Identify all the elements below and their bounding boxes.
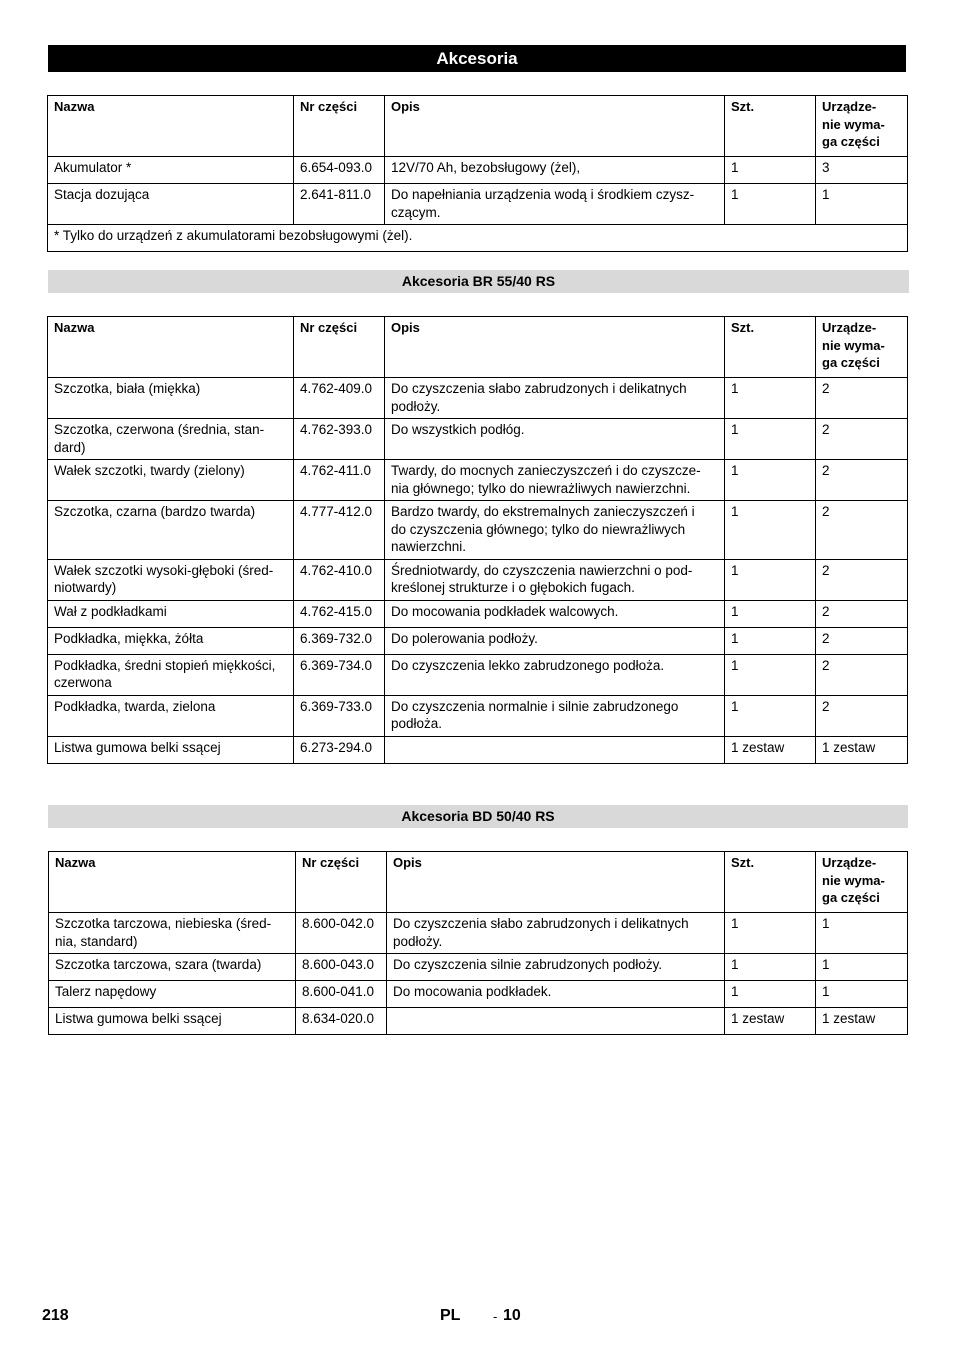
cell-part: 4.762-393.0 bbox=[294, 419, 385, 460]
table-row bbox=[48, 654, 908, 695]
cell-device: 1 zestaw bbox=[816, 1008, 908, 1035]
cell-desc: Do mocowania podkładek. bbox=[387, 981, 725, 1008]
cell-part: 8.600-043.0 bbox=[296, 954, 387, 981]
table-row bbox=[48, 559, 908, 600]
cell-qty: 1 bbox=[725, 501, 816, 560]
col-header-desc: Opis bbox=[387, 852, 725, 913]
cell-desc bbox=[385, 736, 725, 763]
cell-desc: Bardzo twardy, do ekstremalnych zanieczyszczeń i do czyszczenia głównego; tylko do niewrażliwych nawierzchni. bbox=[385, 501, 725, 560]
cell-name: Wał z podkładkami bbox=[48, 600, 294, 627]
cell-desc: Do czyszczenia słabo zabrudzonych i delikatnych podłoży. bbox=[387, 913, 725, 954]
cell-device: 2 bbox=[816, 654, 908, 695]
table-row bbox=[48, 736, 908, 763]
cell-desc: Do wszystkich podłóg. bbox=[385, 419, 725, 460]
cell-device: 1 bbox=[816, 954, 908, 981]
cell-name: Szczotka, czarna (bardzo twarda) bbox=[48, 501, 294, 560]
col-header-qty: Szt. bbox=[725, 96, 816, 157]
col-header-name: Nazwa bbox=[49, 852, 296, 913]
cell-desc: Do czyszczenia lekko zabrudzonego podłoża. bbox=[385, 654, 725, 695]
cell-qty: 1 bbox=[725, 913, 816, 954]
col-header-desc: Opis bbox=[385, 96, 725, 157]
table-row bbox=[48, 695, 908, 736]
col-header-name: Nazwa bbox=[48, 96, 294, 157]
cell-name: Podkładka, średni stopień miękkości, czerwona bbox=[48, 654, 294, 695]
accessories-bd-table bbox=[48, 851, 908, 1035]
cell-name: Szczotka, biała (miękka) bbox=[48, 378, 294, 419]
cell-qty: 1 bbox=[725, 954, 816, 981]
table-row bbox=[48, 184, 908, 225]
col-header-part: Nr części bbox=[294, 96, 385, 157]
cell-device: 2 bbox=[816, 419, 908, 460]
table-row bbox=[49, 1008, 908, 1035]
col-header-desc: Opis bbox=[385, 317, 725, 378]
footnote-row bbox=[48, 225, 908, 252]
table-header-row bbox=[49, 852, 908, 913]
cell-qty: 1 zestaw bbox=[725, 1008, 816, 1035]
cell-device: 2 bbox=[816, 600, 908, 627]
col-header-part: Nr części bbox=[294, 317, 385, 378]
cell-desc: Do czyszczenia silnie zabrudzonych podłoży. bbox=[387, 954, 725, 981]
cell-part: 4.762-411.0 bbox=[294, 460, 385, 501]
table-header-row bbox=[48, 317, 908, 378]
table-row bbox=[49, 954, 908, 981]
cell-device: 1 bbox=[816, 913, 908, 954]
table-row bbox=[48, 460, 908, 501]
cell-qty: 1 bbox=[725, 627, 816, 654]
cell-name: Szczotka tarczowa, niebieska (śred- nia, standard) bbox=[49, 913, 296, 954]
cell-name: Szczotka, czerwona (średnia, stan- dard) bbox=[48, 419, 294, 460]
cell-part: 4.777-412.0 bbox=[294, 501, 385, 560]
col-header-qty: Szt. bbox=[725, 317, 816, 378]
page-title: Akcesoria bbox=[48, 45, 906, 72]
cell-name: Szczotka tarczowa, szara (twarda) bbox=[49, 954, 296, 981]
cell-device: 2 bbox=[816, 460, 908, 501]
table-row bbox=[48, 378, 908, 419]
cell-device: 2 bbox=[816, 627, 908, 654]
table-row bbox=[48, 419, 908, 460]
cell-name: Podkładka, twarda, zielona bbox=[48, 695, 294, 736]
footer-separator: - bbox=[493, 1309, 498, 1324]
cell-qty: 1 bbox=[725, 184, 816, 225]
section-title-br: Akcesoria BR 55/40 RS bbox=[48, 270, 909, 293]
cell-device: 1 zestaw bbox=[816, 736, 908, 763]
cell-part: 6.369-733.0 bbox=[294, 695, 385, 736]
cell-part: 4.762-410.0 bbox=[294, 559, 385, 600]
cell-desc: Do mocowania podkładek walcowych. bbox=[385, 600, 725, 627]
cell-device: 1 bbox=[816, 184, 908, 225]
cell-qty: 1 bbox=[725, 378, 816, 419]
cell-name: Podkładka, miękka, żółta bbox=[48, 627, 294, 654]
cell-qty: 1 bbox=[725, 419, 816, 460]
cell-part: 6.369-732.0 bbox=[294, 627, 385, 654]
cell-qty: 1 zestaw bbox=[725, 736, 816, 763]
cell-qty: 1 bbox=[725, 559, 816, 600]
language-code: PL bbox=[440, 1307, 461, 1324]
cell-desc: 12V/70 Ah, bezobsługowy (żel), bbox=[385, 157, 725, 184]
cell-desc: Do napełniania urządzenia wodą i środkiem czysz- czącym. bbox=[385, 184, 725, 225]
cell-qty: 1 bbox=[725, 981, 816, 1008]
cell-part: 4.762-415.0 bbox=[294, 600, 385, 627]
cell-part: 6.273-294.0 bbox=[294, 736, 385, 763]
cell-name: Talerz napędowy bbox=[49, 981, 296, 1008]
col-header-device: Urządze- nie wyma- ga części bbox=[816, 852, 908, 913]
cell-name: Listwa gumowa belki ssącej bbox=[49, 1008, 296, 1035]
cell-desc: Do czyszczenia normalnie i silnie zabrudzonego podłoża. bbox=[385, 695, 725, 736]
col-header-part: Nr części bbox=[296, 852, 387, 913]
table-row bbox=[48, 600, 908, 627]
cell-qty: 1 bbox=[725, 460, 816, 501]
cell-device: 2 bbox=[816, 501, 908, 560]
col-header-qty: Szt. bbox=[725, 852, 816, 913]
table-row bbox=[48, 627, 908, 654]
cell-desc bbox=[387, 1008, 725, 1035]
cell-desc: Średniotwardy, do czyszczenia nawierzchni o pod- kreślonej strukturze i o głębokich fugach. bbox=[385, 559, 725, 600]
cell-desc: Twardy, do mocnych zanieczyszczeń i do czyszcze- nia głównego; tylko do niewrażliwych nawierzchni. bbox=[385, 460, 725, 501]
section-title-bd: Akcesoria BD 50/40 RS bbox=[48, 805, 908, 828]
cell-name: Akumulator * bbox=[48, 157, 294, 184]
section-number: 10 bbox=[503, 1307, 521, 1324]
cell-name: Wałek szczotki wysoki-głęboki (śred- niotwardy) bbox=[48, 559, 294, 600]
cell-name: Wałek szczotki, twardy (zielony) bbox=[48, 460, 294, 501]
cell-desc: Do czyszczenia słabo zabrudzonych i delikatnych podłoży. bbox=[385, 378, 725, 419]
table-row bbox=[49, 981, 908, 1008]
cell-device: 2 bbox=[816, 378, 908, 419]
cell-device: 3 bbox=[816, 157, 908, 184]
footnote: * Tylko do urządzeń z akumulatorami bezobsługowymi (żel). bbox=[48, 225, 908, 252]
cell-qty: 1 bbox=[725, 157, 816, 184]
table-row bbox=[48, 157, 908, 184]
col-header-device: Urządze- nie wyma- ga części bbox=[816, 96, 908, 157]
table-header-row bbox=[48, 96, 908, 157]
col-header-name: Nazwa bbox=[48, 317, 294, 378]
cell-qty: 1 bbox=[725, 600, 816, 627]
cell-name: Stacja dozująca bbox=[48, 184, 294, 225]
cell-device: 2 bbox=[816, 695, 908, 736]
cell-part: 6.369-734.0 bbox=[294, 654, 385, 695]
cell-part: 6.654-093.0 bbox=[294, 157, 385, 184]
cell-qty: 1 bbox=[725, 654, 816, 695]
table-row bbox=[49, 913, 908, 954]
page-number: 218 bbox=[42, 1307, 69, 1324]
cell-part: 2.641-811.0 bbox=[294, 184, 385, 225]
cell-device: 2 bbox=[816, 559, 908, 600]
cell-part: 4.762-409.0 bbox=[294, 378, 385, 419]
table-row bbox=[48, 501, 908, 560]
accessories-table bbox=[47, 95, 908, 252]
cell-qty: 1 bbox=[725, 695, 816, 736]
cell-part: 8.600-042.0 bbox=[296, 913, 387, 954]
cell-part: 8.600-041.0 bbox=[296, 981, 387, 1008]
accessories-br-table bbox=[47, 316, 908, 764]
cell-part: 8.634-020.0 bbox=[296, 1008, 387, 1035]
col-header-device: Urządze- nie wyma- ga części bbox=[816, 317, 908, 378]
cell-desc: Do polerowania podłoży. bbox=[385, 627, 725, 654]
cell-device: 1 bbox=[816, 981, 908, 1008]
cell-name: Listwa gumowa belki ssącej bbox=[48, 736, 294, 763]
